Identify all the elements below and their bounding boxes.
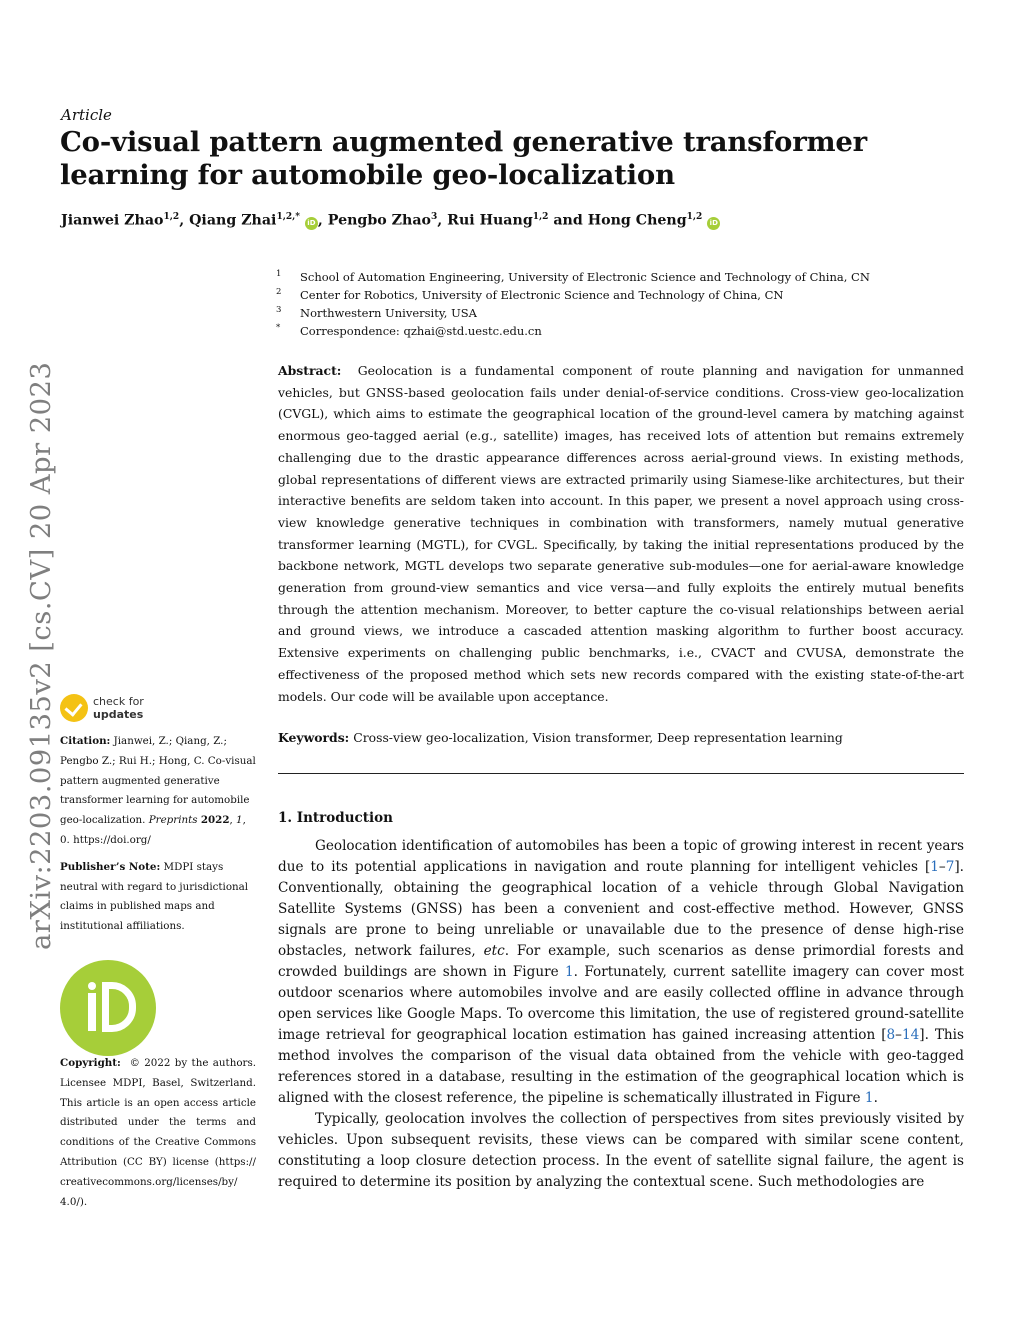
author-name: Hong Cheng [587, 212, 687, 229]
check-circle-icon [60, 694, 88, 722]
keywords [278, 727, 964, 748]
abstract-text: Geolocation is a fundamental component of route planning and navigation for unmanned vehicles, but GNSS-based geolocation fails under denial-of-service conditions. Cross-view geo-localization (CVGL), which aims to estimate the geographical location of the ground-level camera by matching against enormous geo-tagged aerial (e.g., satellite) images, has received lots of attention but remains extremely challenging due to the drastic appearance differences across aerial-ground views. In existing methods, global representations of different views are extracted primarily using Siamese-like architectures, but their interactive benefits are seldom taken into account. In this paper, we present a novel approach using cross-view knowledge generative techniques in combination with transformers, namely mutual generative transformer learning (MGTL), for CVGL. Specifically, by taking the initial representations produced by the backbone network, MGTL develops two separate generative sub-modules—one for aerial-aware knowledge generation from ground-view semantics and vice versa—and fully exploits the entirely mutual benefits through the attention mechanism. Moreover, to better capture the co-visual relationships between aerial and ground views, we introduce a cascaded attention masking algorithm to further boost accuracy. Extensive experiments on challenging public benchmarks, i.e., CVACT and CVUSA, demonstrate the effectiveness of the proposed method which sets new records compared with the existing state-of-the-art models. Our code will be available upon acceptance. [278, 363, 964, 704]
article-type: Article [61, 106, 112, 124]
orcid-icon[interactable]: iD [707, 217, 720, 230]
author-affiliation-sup: 3 [431, 212, 438, 222]
author-separator: , [317, 212, 328, 229]
affiliation-mark: 3 [276, 305, 282, 315]
body-text: ]. This method involves the comparison of the visual data obtained from the vehicle with geo-tagged references stored in a database, resulting in the estimation of the geographical location which is aligned with the closest reference, the pipeline is schematically illustrated in Figure [278, 1027, 964, 1106]
section-divider [278, 773, 964, 774]
body-text: . Fortunately, current satellite imagery can cover most outdoor scenarios where automobiles involve and are easily collected offline in advance through open services like Google Maps. To overcome this limitation, the use of registered ground-satellite image retrieval for geographical location estimation has gained increasing attention [ [278, 964, 965, 1043]
citation-text: Jianwei, Z.; Qiang, Z.; Pengbo Z.; Rui H.; Hong, C. Co-visual pattern augmented generative transformer learning for automobile geo-localization. [60, 735, 256, 827]
body-text: Geolocation identification of automobiles has been a topic of growing interest in recent years due to its potential applications in navigation and route planning for intelligent vehicles [ [278, 838, 964, 875]
affiliation-row [276, 304, 976, 322]
check-for-updates-line2: updates [93, 708, 144, 721]
emphasis-text: etc [483, 943, 505, 959]
citation-link[interactable]: 8 [886, 1027, 896, 1043]
author-name: Qiang Zhai [189, 212, 277, 229]
intro-paragraph [278, 1109, 964, 1193]
citation-label: Citation: [60, 735, 111, 747]
orcid-i-bar [88, 993, 96, 1031]
affiliation-text: Correspondence: qzhai@std.uestc.edu.cn [300, 324, 542, 338]
orcid-icon[interactable]: iD [305, 217, 318, 230]
author-list [61, 212, 961, 230]
body-text: ]. Conventionally, obtaining the geographical location of a vehicle through Global Navigation Satellite Systems (GNSS) has been a convenient and cost-effective method. However, GNSS signals are prone to being unreliable or unavailable due to the presence of dense high-rise obstacles, network failures, [278, 859, 964, 959]
author-affiliation-sup: 1,2 [532, 212, 549, 222]
citation-doi[interactable]: , 0. https://doi.org/ [60, 814, 246, 846]
check-for-updates-line1: check for [93, 695, 144, 708]
publisher-text: MDPI stays neutral with regard to jurisdictional claims in published maps and institutional affiliations. [60, 860, 249, 933]
body-text: – [938, 859, 946, 875]
section-heading: 1. Introduction [278, 810, 393, 826]
citation-link[interactable]: 7 [945, 859, 955, 875]
affiliation-text: Center for Robotics, University of Electronic Science and Technology of China, CN [300, 288, 784, 302]
citation-journal: Preprints [148, 814, 198, 827]
citation-block: Citation: Jianwei, Z.; Qiang, Z.; Pengbo Z.; Rui H.; Hong, C. Co-visual pattern augmented generative transformer learning for automobile geo-localization. Preprints 2022, 1, 0. https://doi.org/ [60, 735, 256, 846]
affiliation-mark: 2 [276, 287, 282, 297]
author-name: Rui Huang [447, 212, 533, 229]
citation-link[interactable]: 1 [864, 1090, 874, 1106]
citation-year: 2022 [200, 814, 230, 827]
keywords-label: Keywords: [278, 730, 350, 745]
copyright-text: © 2022 by the authors. Licensee MDPI, Basel, Switzerland. This article is an open access article distributed under the terms and conditions of the Creative Commons Attribution (CC BY) license (https:// creativecommons.org/licenses/by/ 4.0/). [60, 1057, 257, 1208]
keywords-text: Cross-view geo-localization, Vision transformer, Deep representation learning [353, 730, 843, 745]
check-for-updates-badge[interactable] [60, 694, 200, 724]
abstract [278, 360, 964, 707]
affiliation-text: School of Automation Engineering, University of Electronic Science and Technology of China, CN [300, 270, 870, 284]
body-text: Typically, geolocation involves the collection of perspectives from sites previously visited by vehicles. Upon subsequent revisits, these views can be compared with similar scene content, constituting a loop closure detection process. In the event of satellite signal failure, the agent is required to determine its position by analyzing the contextual scene. Such methodologies are [278, 1111, 964, 1190]
affiliation-row [276, 286, 976, 304]
author-affiliation-sup: 1,2,* [276, 212, 300, 222]
citation-link[interactable]: 1 [565, 964, 574, 980]
affiliations [276, 268, 976, 340]
sidebar-notes [60, 732, 256, 944]
arxiv-stamp: arXiv:2203.09135v2 [cs.CV] 20 Apr 2023 [25, 361, 57, 950]
paper-title: Co-visual pattern augmented generative transformer learning for automobile geo-localization [60, 126, 867, 191]
author-name: Pengbo Zhao [327, 212, 431, 229]
affiliation-text: Northwestern University, USA [300, 306, 477, 320]
introduction-body [278, 836, 964, 1193]
author-affiliation-sup: 1,2 [163, 212, 180, 222]
orcid-i-dot [88, 982, 96, 990]
citation-volume: 1 [236, 814, 243, 827]
abstract-label: Abstract: [278, 363, 342, 378]
citation-link[interactable]: 1 [930, 859, 939, 875]
author-separator: , [437, 212, 448, 229]
affiliation-mark: * [276, 323, 281, 333]
author-separator: and [548, 212, 588, 229]
publisher-note [60, 858, 256, 937]
body-text: . For example, such scenarios as dense primordial forests and crowded buildings are shown in Figure [278, 943, 964, 980]
affiliation-row [276, 268, 976, 286]
orcid-d-shape [102, 982, 136, 1032]
citation-link[interactable]: 14 [901, 1027, 920, 1043]
author-affiliation-sup: 1,2 [686, 212, 703, 222]
body-text: – [895, 1027, 902, 1043]
publisher-label: Publisher’s Note: [60, 860, 161, 873]
copyright-label: Copyright: [60, 1057, 121, 1069]
author-separator: , [179, 212, 190, 229]
affiliation-row [276, 322, 976, 340]
affiliation-mark: 1 [276, 269, 282, 279]
copyright-note [60, 1054, 256, 1212]
body-text: . [873, 1090, 878, 1106]
author-name: Jianwei Zhao [61, 212, 164, 229]
intro-paragraph [278, 836, 964, 1109]
orcid-logo-icon [60, 960, 156, 1056]
